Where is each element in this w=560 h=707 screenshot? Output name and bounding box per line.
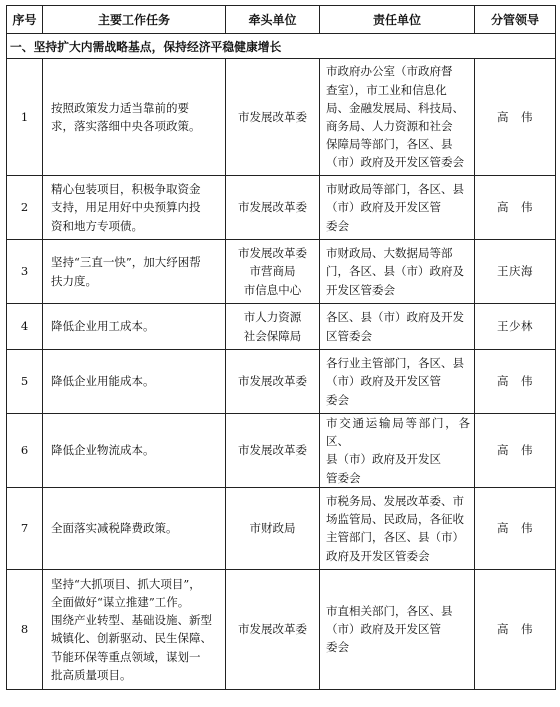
table-row	[7, 414, 556, 488]
responsible-unit-cell-line: 委会	[326, 640, 349, 655]
responsible-unit-cell	[320, 304, 475, 350]
responsible-unit-cell-line: 区管委会	[326, 328, 372, 343]
table-row	[7, 350, 556, 414]
task-cell-line: 降低企业物流成本。	[51, 443, 155, 458]
responsible-unit-cell-line: 各区、县（市）政府及开发	[326, 310, 464, 325]
lead-unit-cell-line: 市信息中心	[243, 282, 302, 297]
lead-unit-cell-line: 市发展改革委	[238, 109, 307, 124]
responsible-unit-cell-line: 门，各区、县（市）政府及	[326, 264, 464, 279]
responsible-unit-cell-line: （市）政府及开发区管委会	[326, 155, 464, 170]
responsible-unit-cell-line: 委会	[326, 392, 349, 407]
responsible-unit-cell-line: （市）政府及开发区管	[326, 622, 441, 637]
leader-cell: 高 伟	[475, 487, 556, 569]
row-number: 1	[7, 59, 43, 176]
lead-unit-cell-line: 市财政局	[249, 521, 296, 536]
lead-unit-cell	[226, 487, 320, 569]
task-cell	[43, 487, 226, 569]
task-cell-line: 降低企业用能成本。	[51, 374, 155, 389]
responsible-unit-cell-line: 场监管局、民政局，各征收	[326, 512, 464, 527]
task-cell	[43, 414, 226, 488]
task-cell-line: 节能环保等重点领域，谋划一	[51, 649, 201, 664]
task-cell-line: 求，落实落细中央各项政策。	[51, 119, 201, 133]
section-row	[7, 34, 556, 59]
responsible-unit-cell-line: 开发区管委会	[326, 282, 395, 297]
row-number: 2	[7, 176, 43, 240]
row-number: 6	[7, 414, 43, 488]
responsible-unit-cell-line: 市直相关部门，各区、县	[326, 604, 453, 618]
task-cell	[43, 569, 226, 689]
work-task-table	[6, 5, 555, 690]
lead-unit-cell-line: 市人力资源	[243, 310, 302, 325]
row-number: 5	[7, 350, 43, 414]
responsible-unit-cell	[320, 350, 475, 414]
table-row	[7, 569, 556, 689]
responsible-unit-cell-line: （市）政府及开发区管	[326, 200, 441, 215]
responsible-unit-cell-line: 管委会	[326, 470, 361, 485]
row-number: 4	[7, 304, 43, 350]
task-cell-line: 精心包装项目，积极争取资金	[51, 182, 201, 197]
task-cell-line: 坚持“大抓项目、抓大项目”，	[51, 576, 201, 591]
lead-unit-cell-line: 市发展改革委	[238, 374, 307, 389]
responsible-unit-cell-line: 主管部门，各区、县（市）	[326, 530, 464, 545]
responsible-unit-cell-line: 县（市）政府及开发区	[326, 452, 441, 467]
lead-unit-cell-line: 社会保障局	[243, 328, 302, 343]
header-row	[7, 6, 556, 34]
task-cell-line: 按照政策发力适当靠前的要	[51, 100, 189, 115]
responsible-unit-cell-line: 政府及开发区管委会	[326, 548, 430, 563]
task-cell-line: 城镇化、创新驱动、民生保障、	[51, 631, 212, 646]
lead-unit-cell-line: 市营商局	[249, 264, 296, 279]
task-cell-line: 资和地方专项债。	[51, 218, 143, 233]
task-cell-line: 围绕产业转型、基础设施、新型	[51, 613, 212, 628]
header-task: 主要工作任务	[43, 6, 226, 34]
lead-unit-cell-line: 市发展改革委	[238, 622, 307, 637]
lead-unit-cell	[226, 304, 320, 350]
responsible-unit-cell	[320, 569, 475, 689]
lead-unit-cell	[226, 176, 320, 240]
responsible-unit-cell-line: 各行业主管部门，各区、县	[326, 356, 464, 371]
task-cell	[43, 176, 226, 240]
responsible-unit-cell-line: 市政府办公室（市政府督	[326, 64, 453, 79]
lead-unit-cell-line: 市发展改革委	[238, 200, 307, 215]
task-cell	[43, 59, 226, 176]
lead-unit-cell	[226, 414, 320, 488]
table-row	[7, 304, 556, 350]
responsible-unit-cell-line: （市）政府及开发区管	[326, 374, 441, 389]
task-cell-line: 支持，用足用好中央预算内投	[51, 200, 201, 215]
responsible-unit-cell-line: 商务局、人力资源和社会	[326, 119, 453, 133]
header-responsible-unit: 责任单位	[320, 6, 475, 34]
row-number: 3	[7, 240, 43, 304]
task-cell-line: 扶力度。	[51, 273, 97, 288]
lead-unit-cell	[226, 569, 320, 689]
lead-unit-cell	[226, 59, 320, 176]
lead-unit-cell	[226, 240, 320, 304]
task-cell-line: 坚持“三直一快”，加大纾困帮	[51, 255, 201, 270]
task-cell-line: 降低企业用工成本。	[51, 319, 155, 334]
responsible-unit-cell-line: 市财政局等部门，各区、县	[326, 182, 464, 197]
leader-cell: 高 伟	[475, 569, 556, 689]
responsible-unit-cell-line: 市财政局、大数据局等部	[326, 246, 453, 261]
table-row	[7, 240, 556, 304]
leader-cell: 高 伟	[475, 59, 556, 176]
leader-cell: 王庆海	[475, 240, 556, 304]
task-cell-line: 全面做好“谋立推建”工作。	[51, 594, 190, 609]
responsible-unit-cell	[320, 414, 475, 488]
lead-unit-cell-line: 市发展改革委	[238, 443, 307, 458]
lead-unit-cell	[226, 350, 320, 414]
responsible-unit-cell	[320, 59, 475, 176]
task-table	[6, 5, 556, 690]
responsible-unit-cell-line: 市税务局、发展改革委、市	[326, 493, 464, 508]
task-cell	[43, 350, 226, 414]
header-lead-unit: 牵头单位	[226, 6, 320, 34]
section-title: 一、坚持扩大内需战略基点，保持经济平稳健康增长	[7, 34, 556, 59]
header-leader: 分管领导	[475, 6, 556, 34]
leader-cell: 高 伟	[475, 176, 556, 240]
row-number: 8	[7, 569, 43, 689]
responsible-unit-cell	[320, 240, 475, 304]
leader-cell: 高 伟	[475, 414, 556, 488]
responsible-unit-cell-line: 查室），市工业和信息化	[326, 82, 447, 97]
leader-cell: 高 伟	[475, 350, 556, 414]
task-cell-line: 批高质量项目。	[51, 667, 132, 682]
task-cell	[43, 304, 226, 350]
lead-unit-cell-line: 市发展改革委	[238, 246, 307, 261]
table-row	[7, 176, 556, 240]
table-row	[7, 59, 556, 176]
responsible-unit-cell-line: 委会	[326, 218, 349, 233]
task-cell	[43, 240, 226, 304]
responsible-unit-cell-line: 市交通运输局等部门，各区、	[326, 416, 470, 449]
leader-cell: 王少林	[475, 304, 556, 350]
task-cell-line: 全面落实减税降费政策。	[51, 521, 178, 536]
responsible-unit-cell-line: 保障局等部门，各区、县	[326, 137, 453, 152]
row-number: 7	[7, 487, 43, 569]
responsible-unit-cell-line: 局、金融发展局、科技局、	[326, 100, 464, 115]
header-no: 序号	[7, 6, 43, 34]
responsible-unit-cell	[320, 176, 475, 240]
table-row	[7, 487, 556, 569]
responsible-unit-cell	[320, 487, 475, 569]
